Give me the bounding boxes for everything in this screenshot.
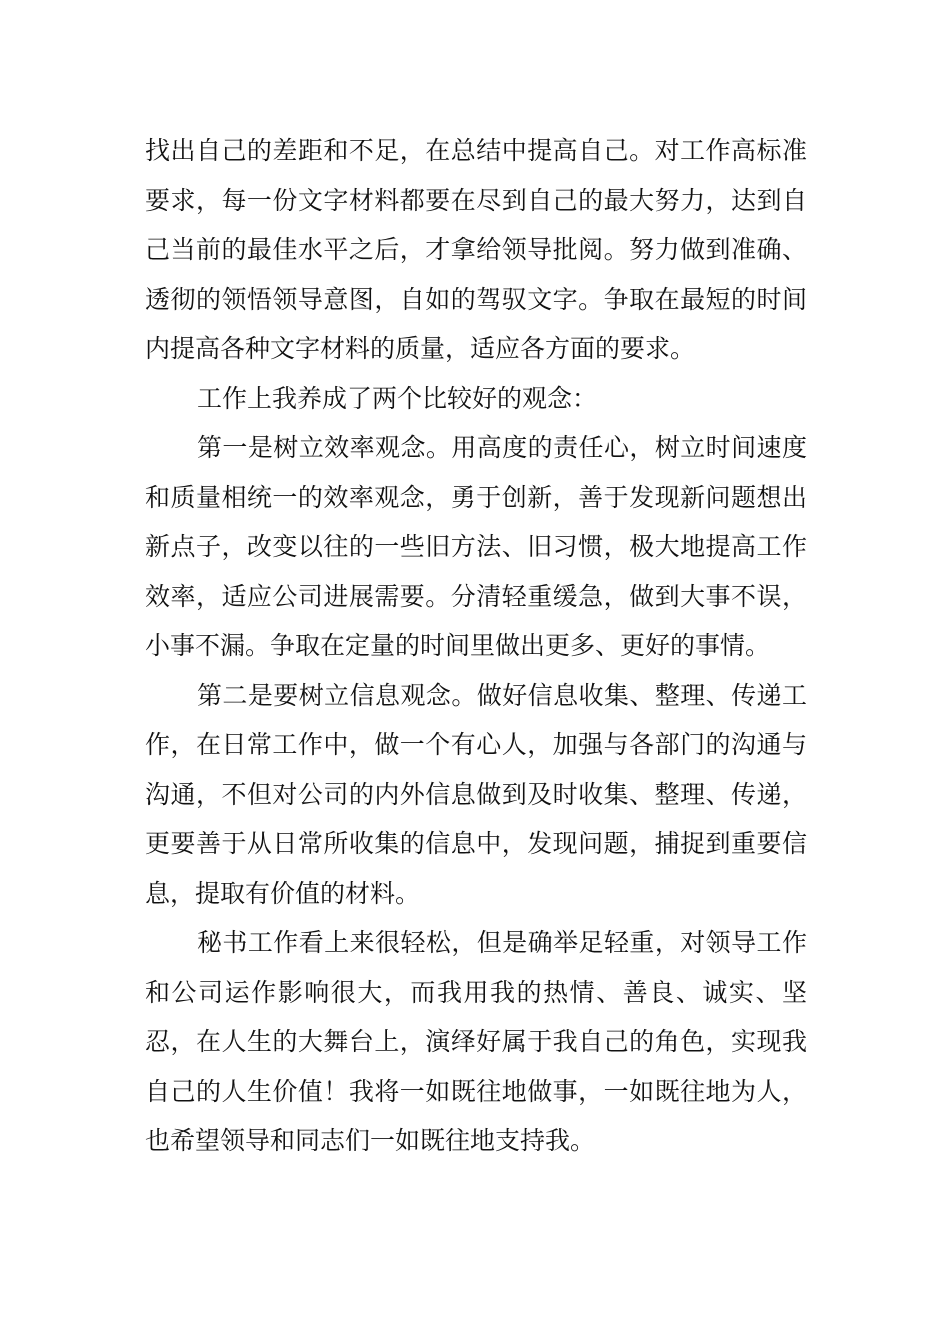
paragraph-continuation: 找出自己的差距和不足，在总结中提高自己。对工作高标准要求，每一份文字材料都要在尽到自己的最大努力，达到自己当前的最佳水平之后，才拿给领导批阅。努力做到准确、透彻的领悟领导意图，自如的驾驭文字。争取在最短的时间内提高各种文字材料的质量，适应各方面的要求。: [145, 136, 807, 363]
paragraph-closing: 秘书工作看上来很轻松，但是确举足轻重，对领导工作和公司运作影响很大，而我用我的热情、善良、诚实、坚忍，在人生的大舞台上，演绎好属于我自己的角色，实现我自己的人生价值！我将一如既往地做事，一如既往地为人，也希望领导和同志们一如既往地支持我。: [145, 928, 807, 1155]
paragraph-efficiency-concept: 第一是树立效率观念。用高度的责任心，树立时间速度和质量相统一的效率观念，勇于创新，善于发现新问题想出新点子，改变以往的一些旧方法、旧习惯，极大地提高工作效率，适应公司进展需要。分清轻重缓急，做到大事不误，小事不漏。争取在定量的时间里做出更多、更好的事情。: [145, 433, 807, 660]
paragraph-information-concept: 第二是要树立信息观念。做好信息收集、整理、传递工作，在日常工作中，做一个有心人，加强与各部门的沟通与沟通，不但对公司的内外信息做到及时收集、整理、传递，更要善于从日常所收集的信息中，发现问题，捕捉到重要信息，提取有价值的材料。: [145, 680, 807, 908]
document-body: [145, 126, 807, 1166]
paragraph-work-concepts-intro: 工作上我养成了两个比较好的观念：: [197, 383, 598, 413]
